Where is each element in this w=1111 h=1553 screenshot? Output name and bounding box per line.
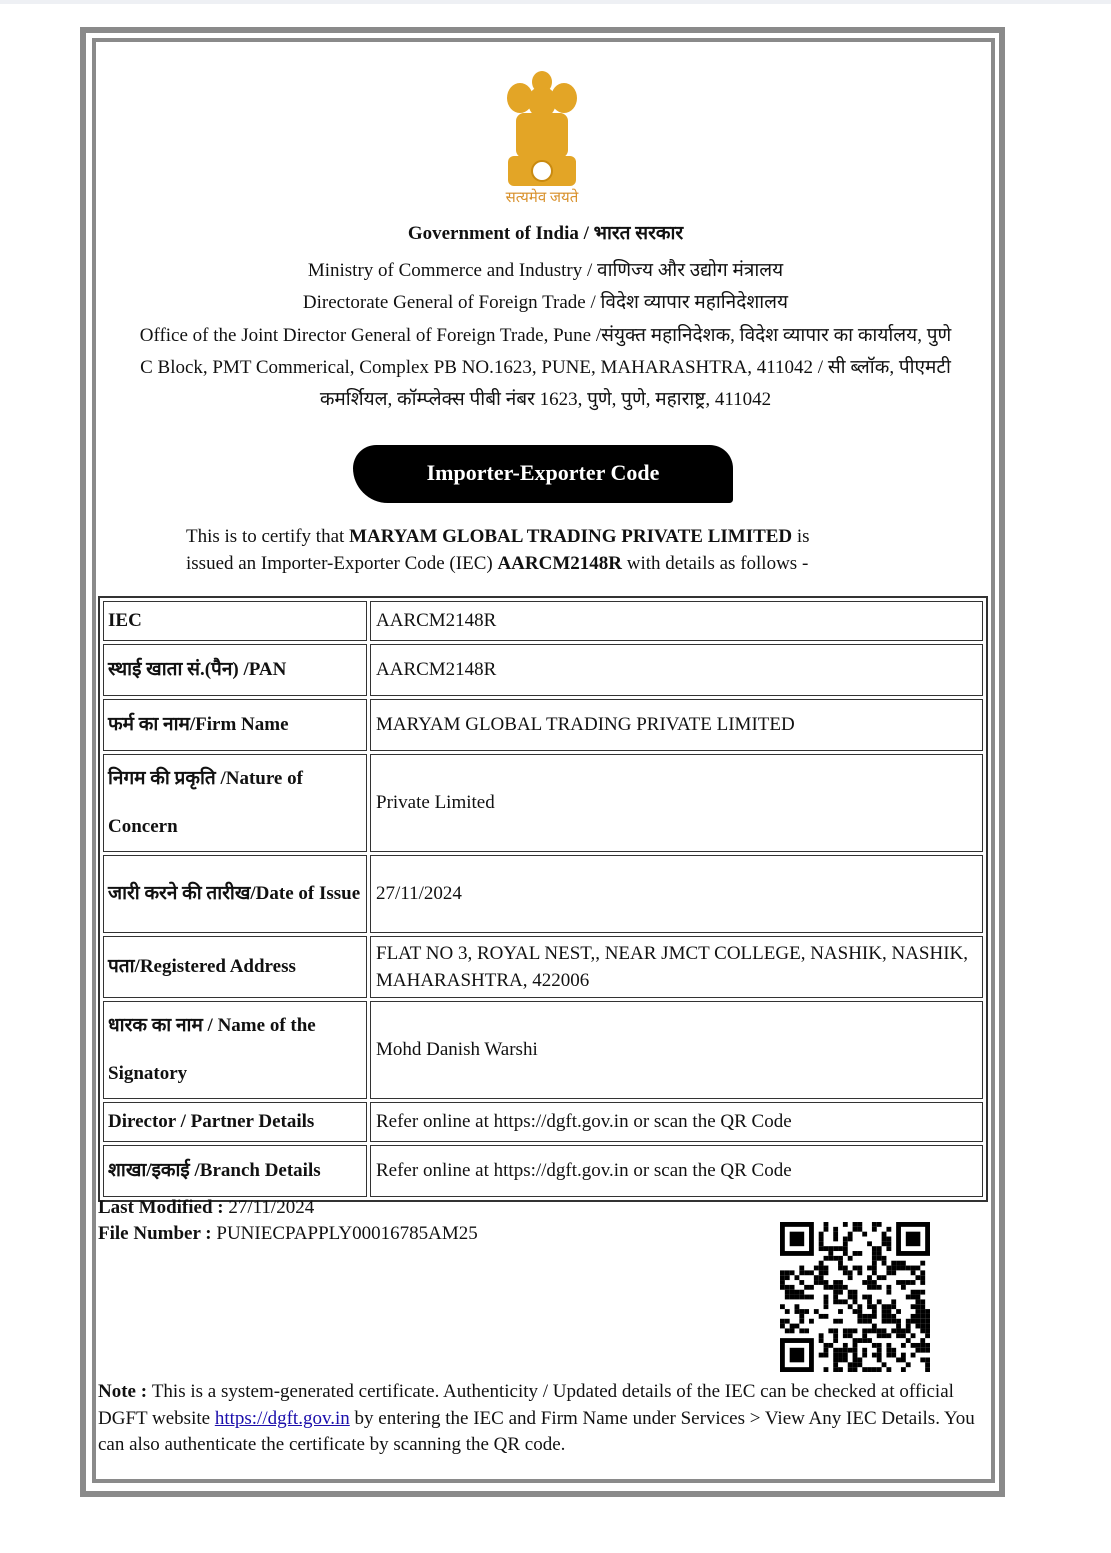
note (98, 1379, 978, 1459)
qr-code[interactable] (780, 1222, 930, 1372)
certificate-title: Importer-Exporter Code (353, 445, 733, 503)
cert-text: issued an Importer-Exporter Code (IEC) (186, 553, 498, 574)
svg-text:सत्यमेव जयते: सत्यमेव जयते (505, 190, 579, 206)
table-row (103, 936, 983, 998)
office-line: Office of the Joint Director General of Foreign Trade, Pune /संयुक्त महानिदेशक, विदेश व्यापार का कार्यालय, पुणे (139, 325, 952, 346)
cert-text: is (792, 526, 810, 547)
row-label: जारी करने की तारीख/Date of Issue (103, 855, 367, 933)
ministry-line: Ministry of Commerce and Industry / वाणिज्य और उद्योग मंत्रालय (307, 260, 784, 281)
row-label: शाखा/इकाई /Branch Details (103, 1145, 367, 1197)
row-value: 27/11/2024 (370, 855, 983, 933)
row-label: Director / Partner Details (103, 1102, 367, 1142)
note-label: Note : (98, 1381, 152, 1402)
table-row (103, 644, 983, 696)
cert-text: This is to certify that (186, 526, 350, 547)
cert-iec: AARCM2148R (497, 553, 622, 574)
row-label: पता/Registered Address (103, 936, 367, 998)
dgft-link[interactable]: https://dgft.gov.in (214, 1407, 350, 1429)
government-heading: Government of India / भारत सरकार (407, 223, 684, 244)
row-label: IEC (103, 601, 367, 641)
row-value: AARCM2148R (370, 601, 983, 641)
top-bar (0, 0, 1111, 4)
national-emblem-icon (496, 68, 588, 208)
certification-text (186, 523, 810, 577)
row-value: Refer online at https://dgft.gov.in or scan the QR Code (370, 1102, 983, 1142)
row-value: FLAT NO 3, ROYAL NEST,, NEAR JMCT COLLEGE, NASHIK, NASHIK, MAHARASHTRA, 422006 (370, 936, 983, 998)
table-row (103, 754, 983, 852)
table-row (103, 601, 983, 641)
table-row (103, 1145, 983, 1197)
address-line-2: कमर्शियल, कॉम्प्लेक्स पीबी नंबर 1623, पुणे, पुणे, महाराष्ट्र, 411042 (319, 389, 772, 410)
table-row (103, 1102, 983, 1142)
row-label: फर्म का नाम/Firm Name (103, 699, 367, 751)
details-table (98, 596, 988, 1202)
file-number-label: File Number : (98, 1223, 217, 1244)
last-modified-value: 27/11/2024 (228, 1197, 315, 1218)
table-row (103, 699, 983, 751)
last-modified-label: Last Modified : (98, 1197, 229, 1218)
row-value: Mohd Danish Warshi (370, 1001, 983, 1099)
row-value: AARCM2148R (370, 644, 983, 696)
meta-info (98, 1195, 478, 1247)
row-value: Private Limited (370, 754, 983, 852)
cert-text: with details as follows - (622, 553, 809, 574)
note-text: by entering the IEC and Firm Name under Services > View Any IEC Details. You can also authenticate the certificate by scanning the QR code. (98, 1407, 975, 1455)
row-value: MARYAM GLOBAL TRADING PRIVATE LIMITED (370, 699, 983, 751)
row-label: स्थाई खाता सं.(पैन) /PAN (103, 644, 367, 696)
cert-firm-name: MARYAM GLOBAL TRADING PRIVATE LIMITED (349, 526, 793, 547)
row-label: निगम की प्रकृति /Nature of Concern (103, 754, 367, 852)
directorate-line: Directorate General of Foreign Trade / विदेश व्यापार महानिदेशालय (302, 292, 789, 313)
row-label: धारक का नाम / Name of the Signatory (103, 1001, 367, 1099)
table-row (103, 1001, 983, 1099)
table-row (103, 855, 983, 933)
file-number-value: PUNIECPAPPLY00016785AM25 (216, 1223, 478, 1244)
note-text: This is a system-generated certificate. Authenticity / Updated details of the IEC can be checked at official DGFT website (98, 1381, 954, 1429)
row-value: Refer online at https://dgft.gov.in or scan the QR Code (370, 1145, 983, 1197)
address-line-1: C Block, PMT Commerical, Complex PB NO.1623, PUNE, MAHARASHTRA, 411042 / सी ब्लॉक, पीएमटी (140, 357, 951, 378)
